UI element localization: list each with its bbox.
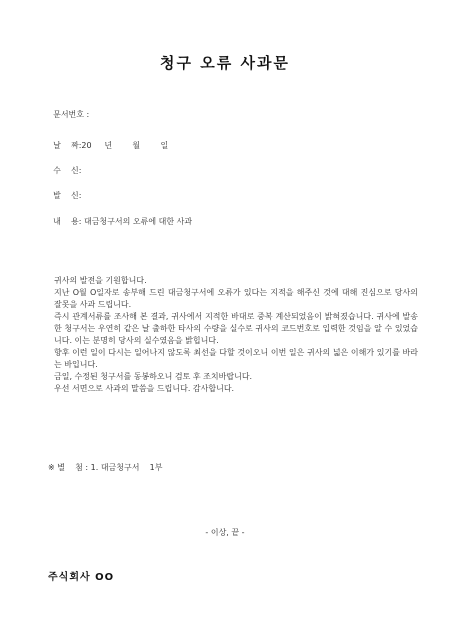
sender-field: [48, 181, 81, 201]
closing-mark: - 이상, 끝 -: [205, 528, 245, 537]
subject-label: 내 용: [53, 217, 79, 226]
attachment-line: ※ 별 첨 : 1. 대금청구서 1부: [48, 463, 163, 472]
recipient-value: :: [78, 166, 82, 175]
body-paragraph: 지난 O월 O일자로 송부해 드린 대금청구서에 오류가 있다는 지적을 해주신 것에 대해 진심으로 당사의 잘못을 사과 드립니다.: [54, 288, 418, 309]
document-title: 청구 오류 사과문: [160, 54, 290, 72]
recipient-field: [48, 156, 81, 176]
subject-field: [48, 207, 192, 227]
doc-number-label: 문서번호 :: [53, 110, 90, 119]
sender-value: :: [78, 191, 82, 200]
letter-body: [54, 275, 418, 395]
recipient-label: 수 신: [53, 166, 79, 175]
subject-value: : 대금청구서의 오류에 대한 사과: [78, 217, 193, 226]
date-field: [48, 131, 168, 151]
body-paragraph: 즉시 관계서류를 조사해 본 결과, 귀사에서 지적한 바대로 중복 계산되었음이 밝혀졌습니다. 귀사에 발송한 청구서는 우연히 같은 날 출하한 타사의 수량을 실수로 귀사의 코드번호로 입력한 것임을 알 수 있었습니다. 이는 분명히 당사의 실수였음을 밝힙니다.: [54, 312, 418, 345]
doc-number-field: [48, 100, 89, 120]
company-name: 주식회사 OO: [48, 572, 115, 583]
date-label: 날 짜: [53, 141, 79, 150]
date-value: :20 년 월 일: [78, 141, 169, 150]
body-paragraph: 향후 이런 일이 다시는 일어나지 않도록 최선을 다할 것이오니 이번 일은 귀사의 넓은 이해가 있기를 바라는 바입니다.: [54, 348, 418, 369]
body-paragraph: 귀사의 발전을 기원합니다.: [54, 276, 147, 285]
body-paragraph: 금일, 수정된 청구서를 동봉하오니 검토 후 조치바랍니다.: [54, 372, 253, 381]
body-paragraph: 우선 서면으로 사과의 말씀을 드립니다. 감사합니다.: [54, 384, 235, 393]
sender-label: 발 신: [53, 191, 79, 200]
